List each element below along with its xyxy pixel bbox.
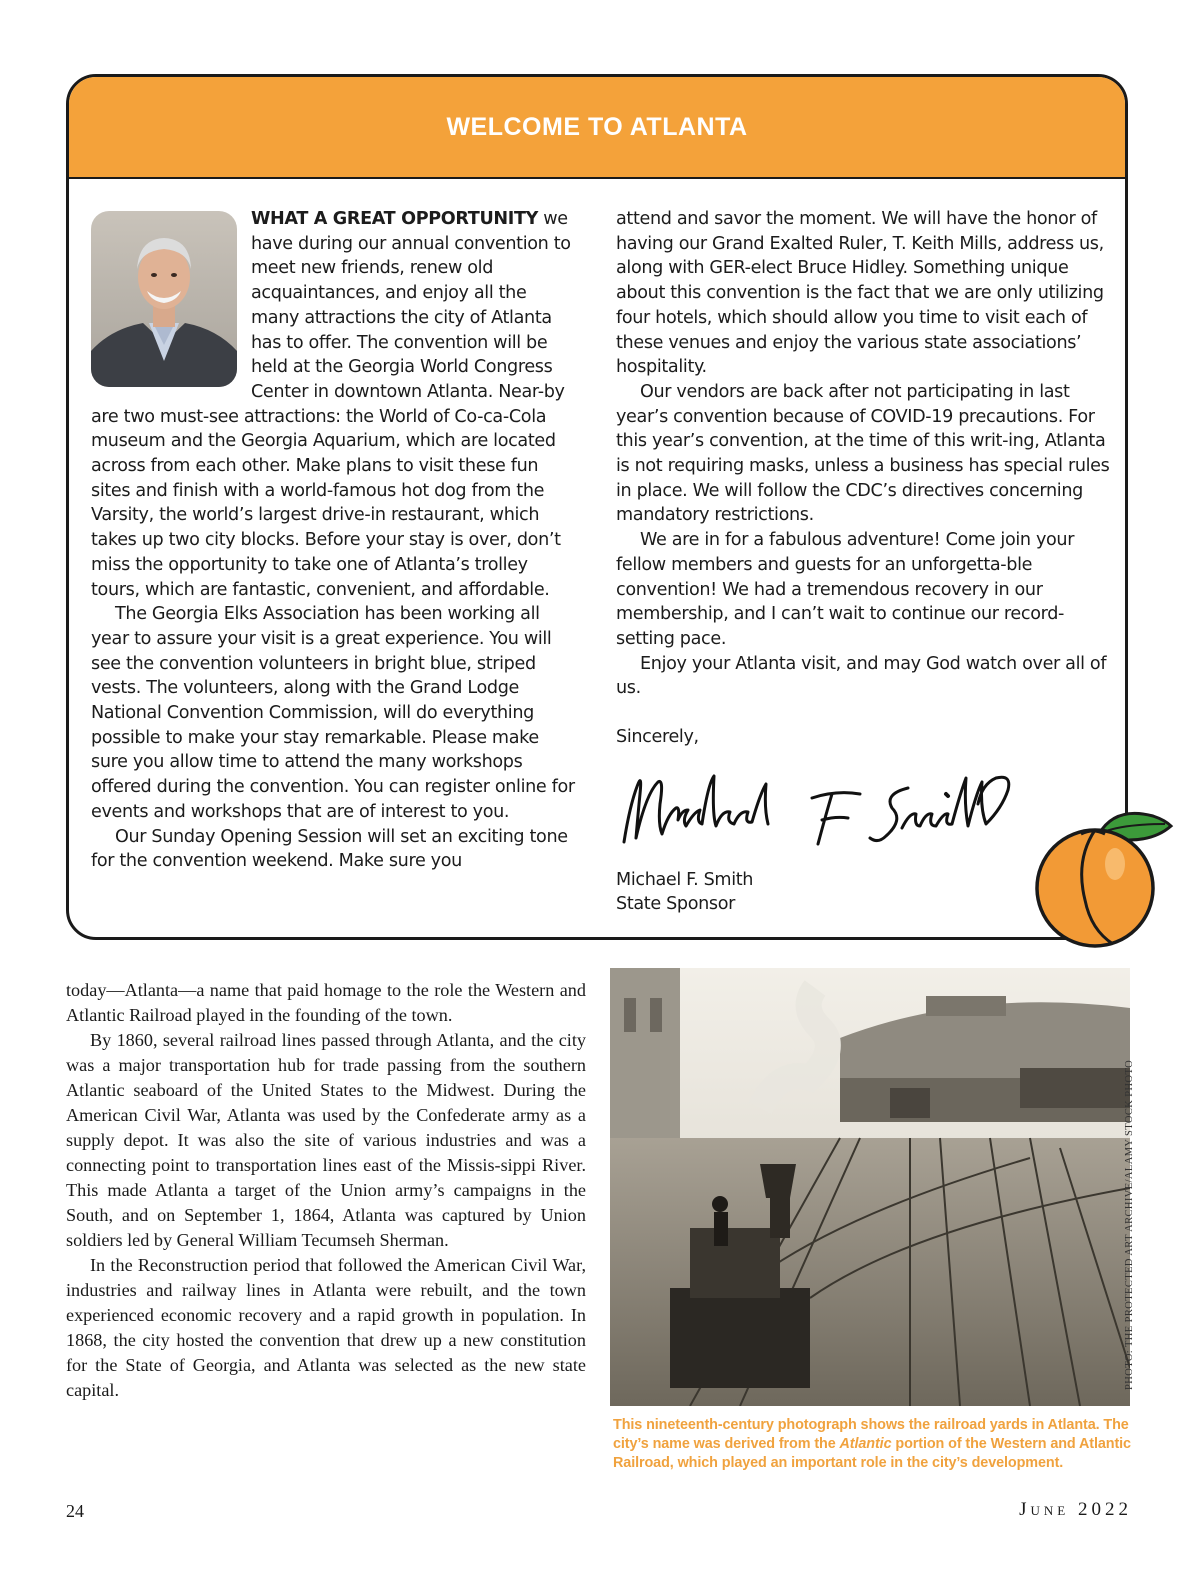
sponsor-role: State Sponsor: [616, 894, 736, 915]
caption-text-a: This nineteenth-century photograph shows the railroad yards in Atlanta. The city’s name was derived from the: [613, 1417, 1129, 1452]
caption-text-b: portion of the Western and Atlantic Railroad, which played an important role in the city’s development.: [613, 1436, 1131, 1471]
welcome-lead: WHAT A GREAT OPPORTUNITY: [251, 209, 538, 229]
signature: [616, 764, 1036, 860]
welcome-paragraph-3: Our Sunday Opening Session will set an exciting tone for the convention weekend. Make sure you: [91, 826, 568, 872]
welcome-paragraph-4: attend and savor the moment. We will have the honor of having our Grand Exalted Ruler, T. Keith Mills, address us, along with GER-elect Bruce Hidley. Something unique about this convention is the fact that we are only utilizing four hotels, which should allow you time to visit each of these venues and enjoy the various state associations’ hospitality.: [616, 209, 1104, 378]
caption-emphasis: Atlantic: [839, 1436, 892, 1452]
article-column: [66, 978, 586, 1403]
welcome-left-column: [91, 207, 579, 874]
welcome-title: WELCOME TO ATLANTA: [446, 112, 748, 141]
railroad-yard-photo: [610, 968, 1130, 1406]
issue-date: June 2022: [1019, 1499, 1132, 1520]
photo-caption: [613, 1416, 1133, 1473]
closing: Sincerely,: [616, 727, 699, 748]
welcome-paragraph-6: We are in for a fabulous adventure! Come join your fellow members and guests for an unforgetta-ble convention! We had a tremendous recovery in our membership, and I can’t wait to continue our record-setting pace.: [616, 530, 1075, 649]
article-paragraph-3: In the Reconstruction period that followed the American Civil War, industries and railway lines in Atlanta were rebuilt, and the town experienced economic recovery and a rapid growth in population. In 1868, the city hosted the convention that drew up a new constitution for the State of Georgia, and Atlanta was selected as the new state capital.: [66, 1255, 586, 1400]
article-paragraph-1: today—Atlanta—a name that paid homage to the role the Western and Atlantic Railroad played in the founding of the town.: [66, 980, 586, 1025]
welcome-header: [69, 77, 1125, 179]
article-paragraph-2: By 1860, several railroad lines passed through Atlanta, and the city was a major transportation hub for trade passing from the southern Atlantic seaboard of the United States to the Midwest. During the American Civil War, Atlanta was used by the Confederate army as a supply depot. It was also the site of various industries and was a connecting point to transportation lines east of the Missis-sippi River. This made Atlanta a target of the Union army’s campaigns in the South, and on September 1, 1864, Atlanta was captured by Union soldiers led by General William Tecumseh Sherman.: [66, 1030, 586, 1250]
welcome-paragraph-5: Our vendors are back after not participating in last year’s convention because of COVID-19 precautions. For this year’s convention, at the time of this writ-ing, Atlanta is not requiring masks, unless a business has special rules in place. We will follow the CDC’s directives concerning mandatory restrictions.: [616, 381, 1110, 526]
welcome-paragraph-1: we have during our annual convention to meet new friends, renew old acquaintances, and enjoy all the many attractions the city of Atlanta has to offer. The convention will be held at the Georgia World Congress Center in downtown Atlanta. Near-by are two must-see attractions: the World of Co-ca-Cola museum and the Georgia Aquarium, which are located across from each other. Make plans to visit these fun sites and finish with a world-famous hot dog from the Varsity, the world’s largest drive-in restaurant, which takes up two city blocks. Before your stay is over, don’t miss the opportunity to take one of Atlanta’s trolley tours, which are fantastic, convenient, and affordable.: [91, 209, 571, 600]
welcome-paragraph-2: The Georgia Elks Association has been working all year to assure your visit is a great experience. You will see the convention volunteers in bright blue, striped vests. The volunteers, along with the Grand Lodge National Convention Commission, will do everything possible to make your stay remarkable. Please make sure you allow time to attend the many workshops offered during the convention. You can register online for events and workshops that are of interest to you.: [91, 604, 575, 822]
peach-icon: [1015, 800, 1175, 950]
welcome-paragraph-7: Enjoy your Atlanta visit, and may God watch over all of us.: [616, 653, 1107, 699]
portrait-photo: [91, 211, 237, 387]
welcome-box: [66, 74, 1128, 940]
sponsor-name: Michael F. Smith: [616, 869, 754, 890]
photo-credit: PHOTO: THE PROTECTED ART ARCHIVE/ALAMY STOCK PHOTO: [1124, 1059, 1135, 1390]
page-number: 24: [66, 1501, 84, 1521]
